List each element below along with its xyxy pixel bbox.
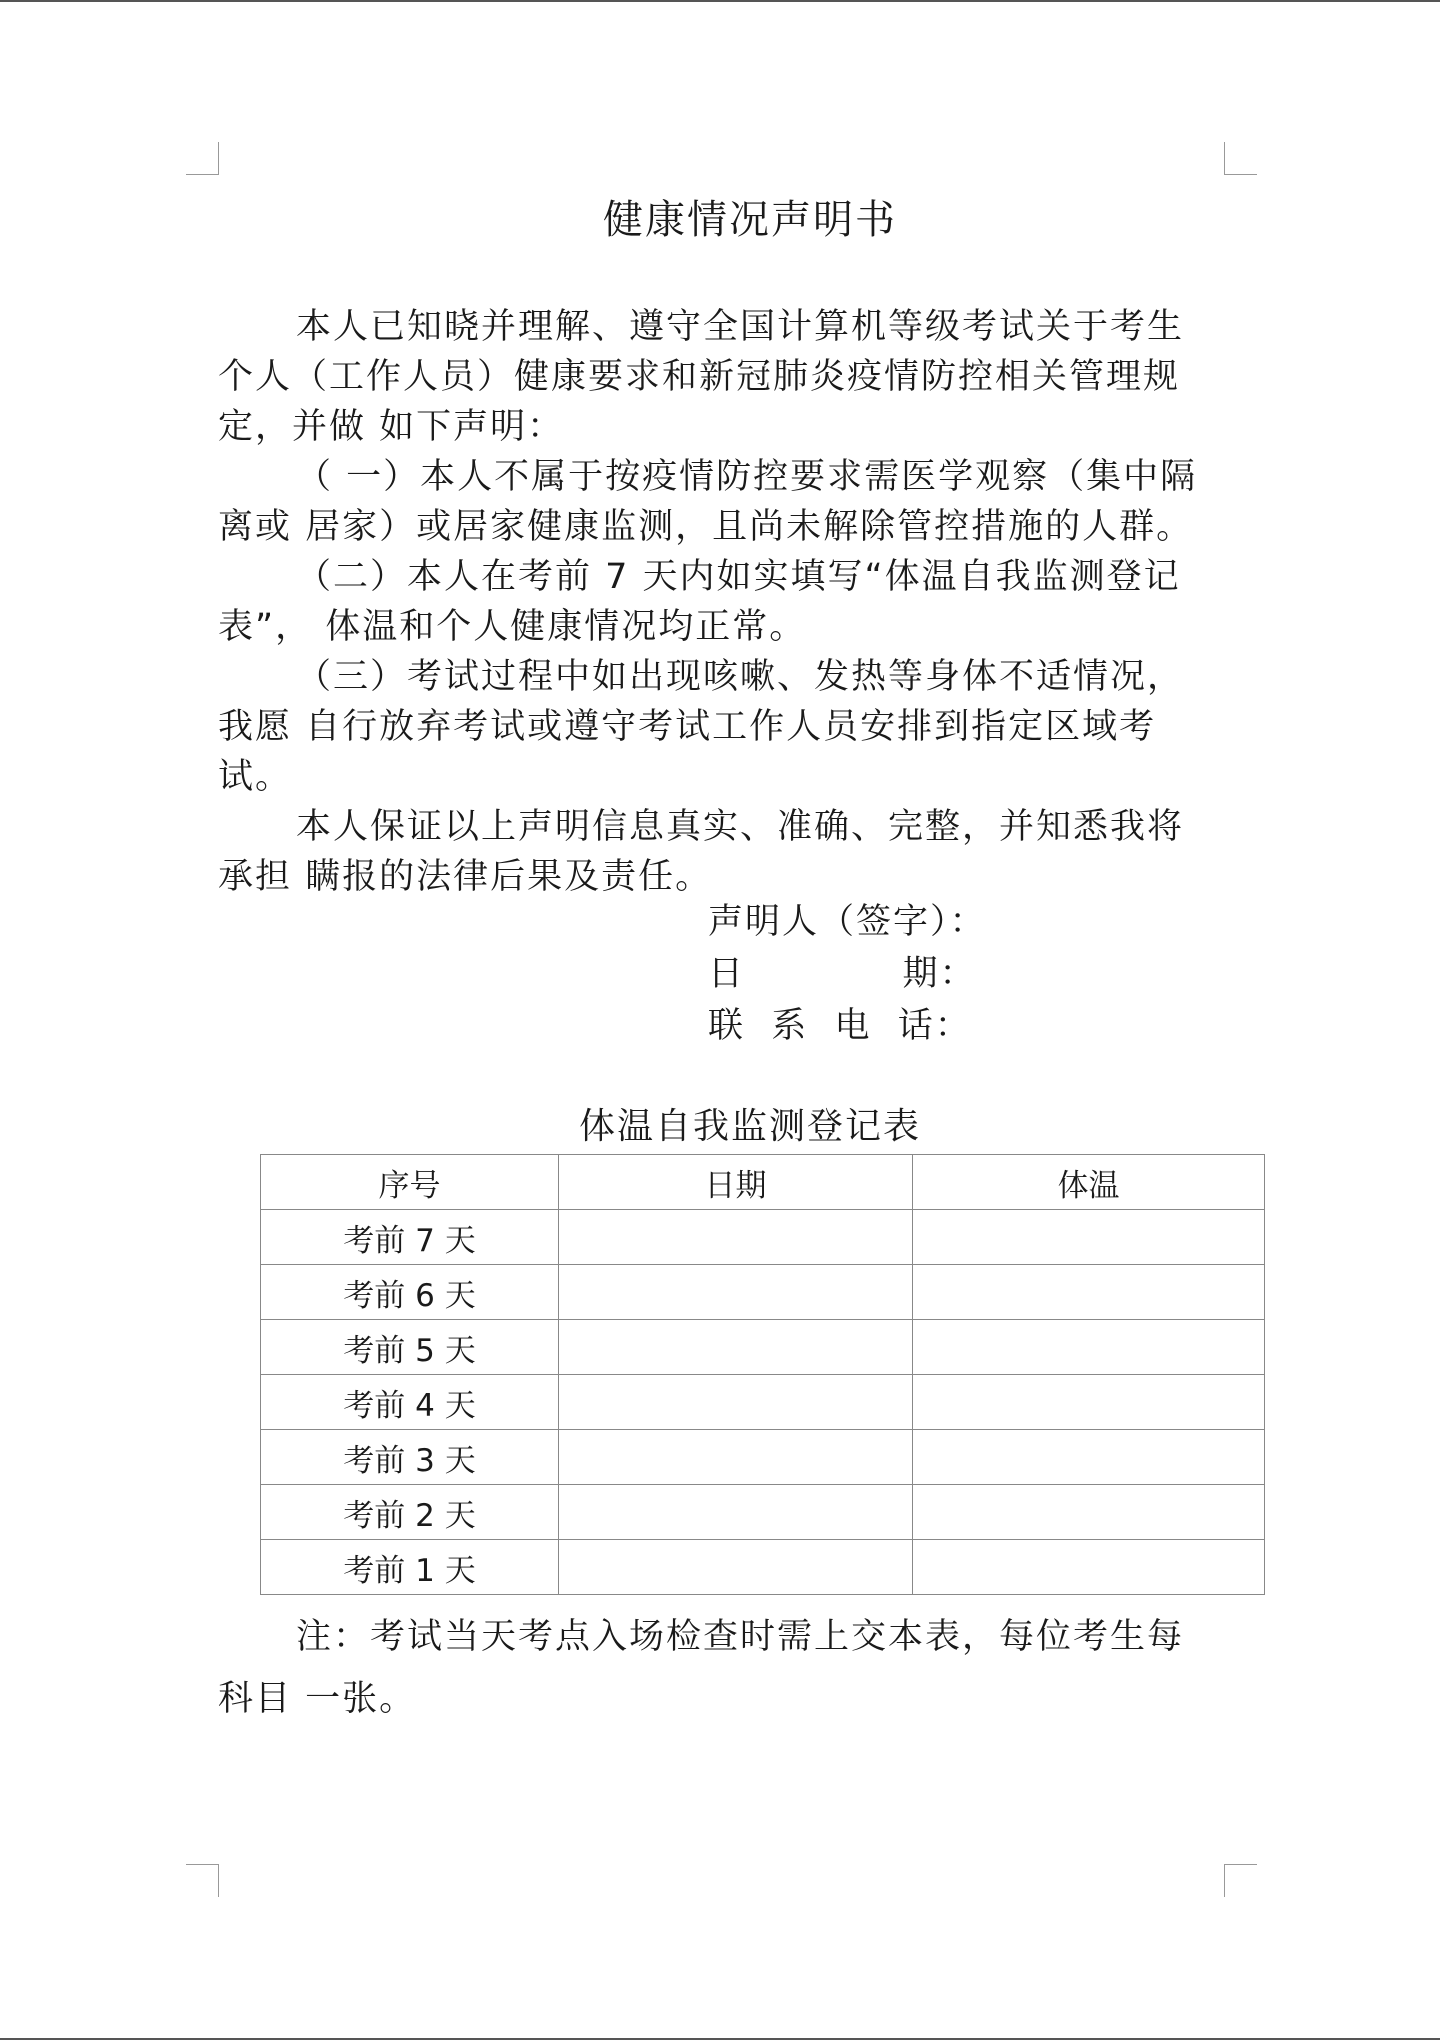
- temperature-cell[interactable]: [913, 1375, 1265, 1430]
- temperature-cell[interactable]: [913, 1210, 1265, 1265]
- temperature-cell[interactable]: [913, 1540, 1265, 1595]
- table-header-row: [261, 1155, 1265, 1210]
- row-label: 考前 3 天: [261, 1430, 559, 1485]
- table-row: [261, 1320, 1265, 1375]
- table-row: [261, 1210, 1265, 1265]
- temperature-cell[interactable]: [913, 1430, 1265, 1485]
- paragraph-item-2: （二）本人在考前 7 天内如实填写“体温自我监测登记表”， 体温和个人健康情况均正常。: [218, 557, 1181, 647]
- crop-mark-top-left: [186, 142, 219, 175]
- paragraph-item-3: （三）考试过程中如出现咳嗽、发热等身体不适情况，我愿 自行放弃考试或遵守考试工作人员安排到指定区域考试。: [218, 657, 1185, 797]
- paragraph-intro: 本人已知晓并理解、遵守全国计算机等级考试关于考生个人（工作人员）健康要求和新冠肺炎疫情防控相关管理规定，并做 如下声明：: [218, 307, 1185, 447]
- temperature-cell[interactable]: [913, 1320, 1265, 1375]
- header-index: 序号: [261, 1155, 559, 1210]
- date-cell[interactable]: [559, 1430, 913, 1485]
- table-row: [261, 1540, 1265, 1595]
- row-label: 考前 2 天: [261, 1485, 559, 1540]
- document-title: 健康情况声明书: [603, 197, 897, 243]
- signature-block: [708, 896, 987, 1052]
- note-text: 注：考试当天考点入场检查时需上交本表，每位考生每科目 一张。: [218, 1617, 1185, 1719]
- date-cell[interactable]: [559, 1485, 913, 1540]
- row-label: 考前 4 天: [261, 1375, 559, 1430]
- temperature-log-table: [260, 1154, 1265, 1595]
- date-label: 日 期：: [708, 954, 977, 994]
- row-label: 考前 1 天: [261, 1540, 559, 1595]
- table-row: [261, 1485, 1265, 1540]
- row-label: 考前 6 天: [261, 1265, 559, 1320]
- declaration-body: [218, 302, 1218, 902]
- header-temperature: 体温: [913, 1155, 1265, 1210]
- temperature-cell[interactable]: [913, 1485, 1265, 1540]
- table-row: [261, 1375, 1265, 1430]
- crop-mark-bottom-right: [1224, 1864, 1257, 1897]
- temperature-cell[interactable]: [913, 1265, 1265, 1320]
- table-title: 体温自我监测登记表: [578, 1106, 921, 1147]
- paragraph-item-1: （ 一）本人不属于按疫情防控要求需医学观察（集中隔离或 居家）或居家健康监测，且尚未解除管控措施的人群。: [218, 457, 1198, 547]
- date-cell[interactable]: [559, 1540, 913, 1595]
- crop-mark-bottom-left: [186, 1864, 219, 1897]
- phone-label: 联 系 电 话：: [708, 1006, 972, 1046]
- declarant-signature-label: 声明人（签字）：: [708, 902, 987, 942]
- row-label: 考前 5 天: [261, 1320, 559, 1375]
- table-row: [261, 1430, 1265, 1485]
- table-row: [261, 1265, 1265, 1320]
- submission-note: [218, 1606, 1218, 1730]
- row-label: 考前 7 天: [261, 1210, 559, 1265]
- paragraph-guarantee: 本人保证以上声明信息真实、准确、完整，并知悉我将承担 瞒报的法律后果及责任。: [218, 807, 1185, 897]
- date-cell[interactable]: [559, 1375, 913, 1430]
- date-cell[interactable]: [559, 1210, 913, 1265]
- date-cell[interactable]: [559, 1320, 913, 1375]
- date-cell[interactable]: [559, 1265, 913, 1320]
- crop-mark-top-right: [1224, 142, 1257, 175]
- header-date: 日期: [559, 1155, 913, 1210]
